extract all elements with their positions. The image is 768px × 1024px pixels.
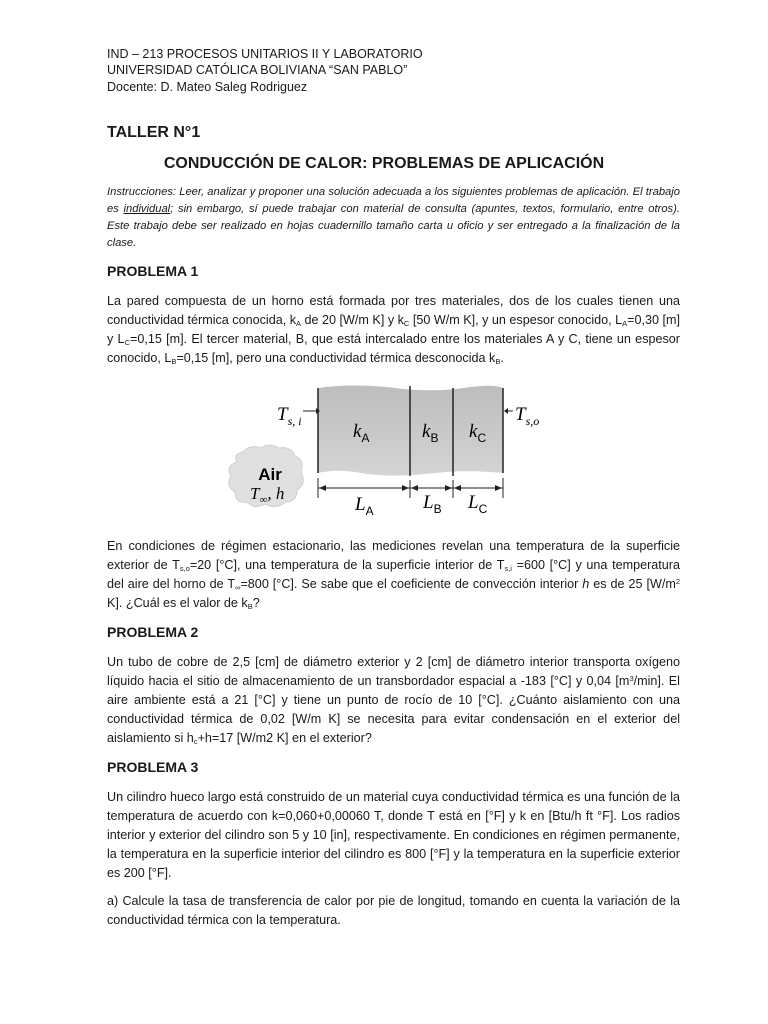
problem-1-heading: PROBLEMA 1 [107,263,199,279]
university-name: UNIVERSIDAD CATÓLICA BOLIVIANA “SAN PABLO” [107,63,408,77]
t-inf-h-label: $T_\infty$, h [250,484,285,506]
lc-label: $L_C$ [468,492,488,516]
air-label: Air [258,465,282,484]
problem-3-part-a: a) Calcule la tasa de transferencia de calor por pie de longitud, tomando en cuenta la variación de la conductividad térmica con la temperatura. [107,894,680,927]
problem-2-heading: PROBLEMA 2 [107,624,199,640]
lb-label: $L_B$ [423,492,442,516]
kb-label: $k_B$ [422,421,439,445]
ts-outer-label: $T_{s,o}$ [515,404,540,428]
composite-wall-figure [215,380,570,525]
instructor-name: Docente: D. Mateo Saleg Rodriguez [107,80,308,94]
problem-1-statement: La pared compuesta de un horno está formada por tres materiales, dos de los cuales tienen una conductividad térmica conocida, $k_A$ de 20 [W/m K] y $k_C$ [50 W/m K], y un espesor conocido, $L_A=0,30$ [m] y $L_C=0,15$ [m]. El tercer material, B, que está intercalado entre los materiales A y C, tiene un espesor conocido, $L_B=0,15$ [m], pero una conductividad térmica desconocida $k_B$. [107,294,681,366]
kc-label: $k_C$ [469,421,487,445]
page-title: TALLER N°1 [107,124,201,141]
la-label: $L_A$ [355,494,374,518]
instructions: Instrucciones: Leer, analizar y proponer una solución adecuada a los siguientes problemas de aplicación. El trabajo es individual; sin embargo, sí puede trabajar con material de consulta (apuntes, textos, formulario, entre otros). Este trabajo debe ser realizado en hojas cuadernillo tamaño carta u oficio y ser entregado a la finalización de la clase. [107,186,680,249]
ka-label: $k_A$ [353,421,370,445]
ts-inner-label: $T_{s, i}$ [277,404,302,428]
problem-2-statement: Un tubo de cobre de 2,5 [cm] de diámetro exterior y 2 [cm] de diámetro interior transporta oxígeno líquido hacia el sitio de almacenamiento de un transbordador espacial a -183 [°C] y 0,04 $[m^3/\min]$. El aire ambiente está a 21 [°C] y tiene un punto de rocío de 10 [°C]. ¿Cuánto aislamiento con una conductividad térmica de 0,02 [W/m K] se necesita para evitar condensación en el exterior del aislamiento si $h_c+h=17$ [W/m2 K] en el exterior? [107,655,680,746]
problem-3-heading: PROBLEMA 3 [107,759,199,775]
course-name: IND – 213 PROCESOS UNITARIOS II Y LABORATORIO [107,47,423,61]
problem-3-statement: Un cilindro hueco largo está construido de un material cuya conductividad térmica es una función de la temperatura de acuerdo con k=0,060+0,00060 T, donde T está en [°F] y k en [Btu/h ft °F]. Los radios interior y exterior del cilindro son 5 y 10 [in], respectivamente. En condiciones en régimen permanente, la temperatura en la superficie interior del cilindro es 800 [°F] y la temperatura en la superficie exterior es 200 [°F]. [107,790,680,880]
individual-emphasis: individual [123,203,171,215]
problem-1-conditions: En condiciones de régimen estacionario, las mediciones revelan una temperatura de la superficie exterior de $T_{s,o}=20$ [°C], una temperatura de la superficie interior de $T_{s,i} =600$ [°C] y una temperatura del aire del horno de $T_\infty=800$ [°C]. Se sabe que el coeficiente de convección interior h es de 25 [$W/m^2$ K]. ¿Cuál es el valor de $k_B$? [107,539,680,611]
page-subtitle: CONDUCCIÓN DE CALOR: PROBLEMAS DE APLICACIÓN [163,155,605,172]
